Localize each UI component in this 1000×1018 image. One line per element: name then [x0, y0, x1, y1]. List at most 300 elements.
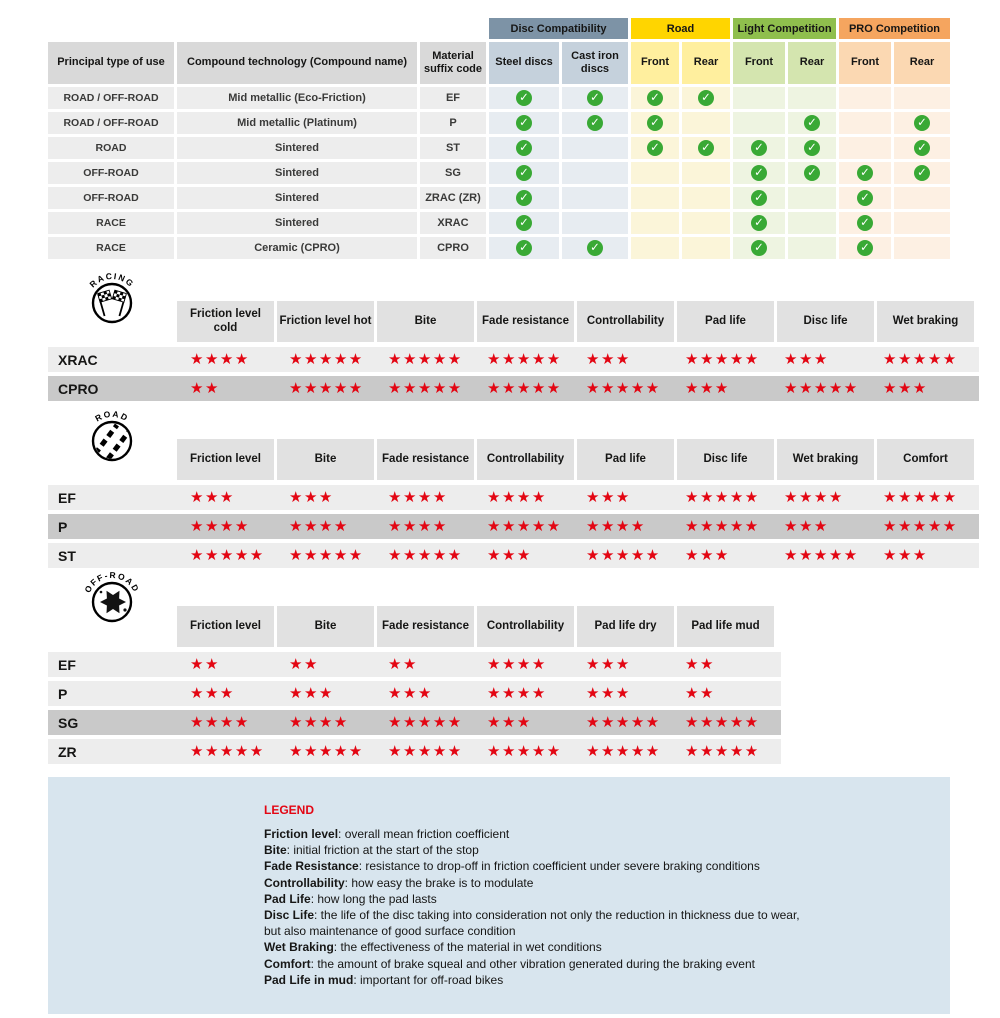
column-header: Rear [894, 42, 950, 84]
compat-row [48, 112, 950, 134]
group-header-1: Road [631, 18, 730, 39]
star-icons: ★★★★★ [190, 546, 265, 564]
star-icons: ★★★★★ [586, 379, 661, 397]
svg-text:OFF-ROAD: OFF-ROAD [82, 569, 142, 595]
principal-use: RACE [48, 237, 174, 259]
star-icons: ★★★★★ [388, 379, 463, 397]
compatibility-cell-yes [788, 137, 836, 159]
star-icons: ★★ [388, 655, 418, 673]
offroad-badge-icon [80, 564, 144, 628]
star-icons: ★★★★ [388, 517, 448, 535]
rating-row [48, 376, 979, 401]
legend-content [264, 803, 920, 988]
star-icons: ★★★★ [487, 655, 547, 673]
compatibility-cell-yes [839, 212, 891, 234]
rating-column-header: Bite [377, 301, 474, 342]
star-rating-3-of-5 [880, 548, 979, 563]
check-icon: ✓ [587, 240, 603, 256]
rating-column-header: Bite [277, 606, 374, 647]
compound-code: P [58, 518, 68, 535]
compatibility-cell-yes [894, 137, 950, 159]
legend-term: Pad Life [264, 891, 311, 906]
legend-entry: Controllability: how easy the brake is to modulate [264, 875, 534, 890]
rating-row [48, 347, 979, 372]
star-icons: ★★ [190, 379, 220, 397]
star-icons: ★★★ [883, 546, 928, 564]
star-rating-3-of-5 [682, 548, 781, 563]
star-icons: ★★★ [487, 713, 532, 731]
star-icons: ★★★★★ [487, 379, 562, 397]
compound-technology: Mid metallic (Eco-Friction) [177, 87, 417, 109]
legend-term: Pad Life in mud [264, 972, 354, 987]
rating-column-header: Pad life dry [577, 606, 674, 647]
rating-row [48, 485, 979, 510]
compatibility-cell-yes [489, 87, 559, 109]
compatibility-cell-empty [788, 87, 836, 109]
star-icons: ★★★★★ [685, 742, 760, 760]
svg-text:RACING: RACING [87, 270, 137, 290]
compatibility-cell-yes [562, 237, 628, 259]
compatibility-table [48, 18, 950, 259]
compatibility-cell-empty [682, 112, 730, 134]
star-icons: ★★ [190, 655, 220, 673]
star-icons: ★★★★★ [487, 742, 562, 760]
star-rating-2-of-5 [385, 657, 484, 672]
star-icons: ★★★★★ [685, 713, 760, 731]
star-icons: ★★★ [190, 684, 235, 702]
compatibility-cell-yes [489, 137, 559, 159]
compatibility-cell-yes [489, 237, 559, 259]
star-rating-4-of-5 [484, 686, 583, 701]
star-rating-4-of-5 [187, 519, 286, 534]
star-rating-3-of-5 [484, 548, 583, 563]
star-rating-5-of-5 [286, 744, 385, 759]
compatibility-cell-yes [733, 137, 785, 159]
star-icons: ★★★ [586, 350, 631, 368]
star-rating-3-of-5 [583, 657, 682, 672]
compat-row [48, 87, 950, 109]
rating-row [48, 543, 979, 568]
legend-term: Controllability [264, 875, 345, 890]
check-icon: ✓ [751, 190, 767, 206]
star-icons: ★★★★★ [487, 517, 562, 535]
compatibility-cell-empty [562, 137, 628, 159]
compat-row [48, 137, 950, 159]
star-rating-5-of-5 [286, 548, 385, 563]
compatibility-cell-yes [839, 162, 891, 184]
star-rating-5-of-5 [880, 352, 979, 367]
star-rating-5-of-5 [583, 715, 682, 730]
star-rating-5-of-5 [781, 548, 880, 563]
star-icons: ★★★★★ [685, 517, 760, 535]
compatibility-cell-empty [788, 237, 836, 259]
star-rating-3-of-5 [187, 686, 286, 701]
check-icon: ✓ [804, 115, 820, 131]
check-icon: ✓ [804, 165, 820, 181]
principal-use: OFF-ROAD [48, 187, 174, 209]
compatibility-cell-empty [894, 187, 950, 209]
check-icon: ✓ [516, 240, 532, 256]
star-rating-3-of-5 [583, 686, 682, 701]
principal-use: ROAD / OFF-ROAD [48, 112, 174, 134]
compatibility-cell-empty [839, 137, 891, 159]
column-header: Rear [788, 42, 836, 84]
star-rating-5-of-5 [484, 744, 583, 759]
star-rating-3-of-5 [781, 352, 880, 367]
principal-use: ROAD / OFF-ROAD [48, 87, 174, 109]
star-rating-4-of-5 [187, 352, 286, 367]
compatibility-cell-empty [631, 187, 679, 209]
star-icons: ★★★★★ [388, 350, 463, 368]
star-icons: ★★★★★ [586, 713, 661, 731]
compatibility-cell-yes [733, 212, 785, 234]
star-rating-5-of-5 [682, 490, 781, 505]
compatibility-cell-empty [562, 212, 628, 234]
star-icons: ★★★★★ [289, 742, 364, 760]
compatibility-cell-empty [631, 212, 679, 234]
star-rating-5-of-5 [385, 548, 484, 563]
compatibility-cell-empty [894, 87, 950, 109]
star-icons: ★★★★★ [487, 350, 562, 368]
compound-code: ZR [58, 743, 77, 760]
star-rating-4-of-5 [286, 715, 385, 730]
compatibility-cell-empty [894, 212, 950, 234]
check-icon: ✓ [857, 240, 873, 256]
material-suffix-code: ZRAC (ZR) [420, 187, 486, 209]
rating-header-row [48, 606, 777, 647]
compatibility-cell-yes [682, 87, 730, 109]
star-icons: ★★★★ [190, 713, 250, 731]
compat-column-header-row [48, 42, 950, 84]
check-icon: ✓ [587, 115, 603, 131]
check-icon: ✓ [516, 165, 532, 181]
star-icons: ★★ [289, 655, 319, 673]
rating-row [48, 514, 979, 539]
star-rating-5-of-5 [385, 715, 484, 730]
check-icon: ✓ [751, 240, 767, 256]
check-icon: ✓ [587, 90, 603, 106]
star-icons: ★★★★★ [685, 350, 760, 368]
star-icons: ★★★★ [487, 684, 547, 702]
check-icon: ✓ [914, 165, 930, 181]
compatibility-cell-yes [631, 137, 679, 159]
group-header-2: Light Competition [733, 18, 836, 39]
material-suffix-code: SG [420, 162, 486, 184]
star-rating-4-of-5 [484, 490, 583, 505]
star-rating-5-of-5 [682, 352, 781, 367]
legend-entry: Fade Resistance: resistance to drop-off in friction coefficient under severe braking conditions [264, 859, 760, 874]
compound-code: ST [58, 547, 76, 564]
compatibility-cell-yes [733, 237, 785, 259]
legend-entry: Wet Braking: the effectiveness of the material in wet conditions [264, 940, 602, 955]
column-header: Front [631, 42, 679, 84]
check-icon: ✓ [647, 115, 663, 131]
star-icons: ★★★ [388, 684, 433, 702]
material-suffix-code: P [420, 112, 486, 134]
star-icons: ★★★★ [190, 517, 250, 535]
legend-entry: Friction level: overall mean friction coefficient [264, 827, 510, 841]
star-rating-2-of-5 [187, 381, 286, 396]
rating-header-row [48, 439, 977, 480]
principal-use: RACE [48, 212, 174, 234]
compatibility-cell-yes [894, 162, 950, 184]
compatibility-cell-empty [562, 187, 628, 209]
column-header: Rear [682, 42, 730, 84]
star-icons: ★★★ [685, 546, 730, 564]
compatibility-cell-yes [894, 112, 950, 134]
rating-column-header: Pad life [577, 439, 674, 480]
star-icons: ★★★★ [289, 713, 349, 731]
check-icon: ✓ [516, 115, 532, 131]
compatibility-cell-empty [733, 87, 785, 109]
rating-header-row [48, 301, 977, 342]
check-icon: ✓ [857, 215, 873, 231]
star-rating-5-of-5 [781, 381, 880, 396]
rating-column-header: Disc life [677, 439, 774, 480]
star-rating-3-of-5 [187, 490, 286, 505]
star-icons: ★★★★ [487, 488, 547, 506]
star-icons: ★★★★ [586, 517, 646, 535]
star-icons: ★★★ [190, 488, 235, 506]
compatibility-cell-empty [839, 112, 891, 134]
star-icons: ★★★ [289, 684, 334, 702]
star-icons: ★★★★ [289, 517, 349, 535]
rating-column-header: Pad life mud [677, 606, 774, 647]
star-icons: ★★★★ [190, 350, 250, 368]
rating-row [48, 652, 781, 677]
star-icons: ★★ [685, 684, 715, 702]
check-icon: ✓ [516, 215, 532, 231]
compatibility-cell-empty [839, 87, 891, 109]
compound-technology: Sintered [177, 137, 417, 159]
star-rating-5-of-5 [484, 352, 583, 367]
rating-column-header: Controllability [477, 439, 574, 480]
star-rating-5-of-5 [880, 490, 979, 505]
rating-column-header: Comfort [877, 439, 974, 480]
check-icon: ✓ [914, 140, 930, 156]
compatibility-cell-empty [631, 162, 679, 184]
compound-code: SG [58, 714, 79, 731]
compound-code: CPRO [58, 380, 99, 397]
svg-text:ROAD: ROAD [93, 408, 131, 424]
material-suffix-code: ST [420, 137, 486, 159]
star-icons: ★★★★★ [388, 713, 463, 731]
check-icon: ✓ [857, 165, 873, 181]
compatibility-cell-yes [489, 162, 559, 184]
compatibility-cell-yes [839, 237, 891, 259]
compatibility-cell-empty [682, 187, 730, 209]
star-rating-5-of-5 [385, 352, 484, 367]
compatibility-cell-empty [682, 237, 730, 259]
check-icon: ✓ [647, 90, 663, 106]
star-rating-2-of-5 [682, 657, 781, 672]
compatibility-cell-yes [562, 87, 628, 109]
check-icon: ✓ [751, 140, 767, 156]
column-header: Steel discs [489, 42, 559, 84]
star-icons: ★★★ [586, 655, 631, 673]
column-header: Front [733, 42, 785, 84]
star-rating-5-of-5 [880, 519, 979, 534]
legend-entry: Bite: initial friction at the start of the stop [264, 843, 479, 858]
star-rating-5-of-5 [187, 744, 286, 759]
star-icons: ★★★ [685, 379, 730, 397]
compat-group-header-row [48, 18, 950, 39]
rating-column-header: Fade resistance [377, 439, 474, 480]
compound-code: EF [58, 489, 76, 506]
star-icons: ★★★★★ [289, 379, 364, 397]
star-rating-5-of-5 [385, 381, 484, 396]
star-icons: ★★★★★ [586, 546, 661, 564]
star-rating-3-of-5 [682, 381, 781, 396]
star-rating-4-of-5 [286, 519, 385, 534]
star-icons: ★★★★ [784, 488, 844, 506]
rating-column-header: Friction level cold [177, 301, 274, 342]
compatibility-cell-yes [733, 162, 785, 184]
compatibility-cell-yes [489, 112, 559, 134]
compat-row [48, 237, 950, 259]
compatibility-cell-yes [489, 187, 559, 209]
rating-column-header: Fade resistance [477, 301, 574, 342]
star-icons: ★★ [685, 655, 715, 673]
star-rating-3-of-5 [286, 490, 385, 505]
star-rating-3-of-5 [484, 715, 583, 730]
star-rating-3-of-5 [880, 381, 979, 396]
compatibility-cell-empty [631, 237, 679, 259]
compound-technology: Ceramic (CPRO) [177, 237, 417, 259]
rating-column-header: Wet braking [777, 439, 874, 480]
check-icon: ✓ [698, 90, 714, 106]
star-icons: ★★★ [487, 546, 532, 564]
star-rating-5-of-5 [682, 715, 781, 730]
star-rating-2-of-5 [682, 686, 781, 701]
star-icons: ★★★★★ [586, 742, 661, 760]
star-icons: ★★★★★ [883, 517, 958, 535]
star-icons: ★★★★★ [784, 546, 859, 564]
check-icon: ✓ [698, 140, 714, 156]
legend-entry: Pad Life: how long the pad lasts [264, 891, 437, 906]
star-icons: ★★★ [586, 684, 631, 702]
star-rating-3-of-5 [583, 352, 682, 367]
check-icon: ✓ [647, 140, 663, 156]
star-rating-5-of-5 [484, 381, 583, 396]
star-rating-3-of-5 [286, 686, 385, 701]
compatibility-cell-yes [682, 137, 730, 159]
rating-column-header: Controllability [477, 606, 574, 647]
star-rating-4-of-5 [385, 490, 484, 505]
principal-use: OFF-ROAD [48, 162, 174, 184]
star-rating-3-of-5 [385, 686, 484, 701]
compatibility-cell-yes [733, 187, 785, 209]
rating-row [48, 681, 781, 706]
legend-term: Disc Life [264, 907, 315, 922]
group-header-spacer [48, 18, 486, 39]
star-icons: ★★★ [784, 517, 829, 535]
group-header-3: PRO Competition [839, 18, 950, 39]
star-rating-5-of-5 [682, 519, 781, 534]
star-rating-5-of-5 [583, 548, 682, 563]
rating-column-header: Pad life [677, 301, 774, 342]
star-icons: ★★★★★ [190, 742, 265, 760]
check-icon: ✓ [804, 140, 820, 156]
rating-column-header: Fade resistance [377, 606, 474, 647]
compatibility-cell-yes [631, 112, 679, 134]
legend-term: Comfort [264, 956, 311, 971]
check-icon: ✓ [516, 140, 532, 156]
check-icon: ✓ [751, 215, 767, 231]
star-icons: ★★★★★ [784, 379, 859, 397]
legend-term: Fade Resistance [264, 859, 359, 874]
compound-technology: Mid metallic (Platinum) [177, 112, 417, 134]
rating-column-header: Controllability [577, 301, 674, 342]
rating-column-header: Disc life [777, 301, 874, 342]
star-icons: ★★★★ [388, 488, 448, 506]
compatibility-cell-yes [788, 112, 836, 134]
rating-row [48, 739, 781, 764]
star-rating-2-of-5 [187, 657, 286, 672]
star-icons: ★★★★★ [289, 350, 364, 368]
star-icons: ★★★★★ [685, 488, 760, 506]
star-rating-5-of-5 [583, 381, 682, 396]
compound-code: EF [58, 656, 76, 673]
material-suffix-code: EF [420, 87, 486, 109]
star-rating-4-of-5 [781, 490, 880, 505]
compatibility-cell-empty [682, 162, 730, 184]
legend-entry: but also maintenance of good surface condition [264, 924, 516, 939]
star-icons: ★★★ [586, 488, 631, 506]
star-rating-4-of-5 [583, 519, 682, 534]
compatibility-cell-empty [894, 237, 950, 259]
legend-term: Bite [264, 843, 287, 858]
rating-column-header: Friction level [177, 439, 274, 480]
rating-row [48, 710, 781, 735]
compatibility-cell-empty [682, 212, 730, 234]
compound-technology: Sintered [177, 162, 417, 184]
compatibility-cell-yes [489, 212, 559, 234]
legend-entry: Disc Life: the life of the disc taking into consideration not only the reduction in thickness due to wear, [264, 907, 800, 922]
star-rating-5-of-5 [484, 519, 583, 534]
star-rating-2-of-5 [286, 657, 385, 672]
star-icons: ★★★★★ [388, 742, 463, 760]
column-header: Front [839, 42, 891, 84]
check-icon: ✓ [516, 190, 532, 206]
column-header: Cast iron discs [562, 42, 628, 84]
star-rating-3-of-5 [583, 490, 682, 505]
star-rating-3-of-5 [781, 519, 880, 534]
star-icons: ★★★★★ [883, 350, 958, 368]
compound-technology: Sintered [177, 212, 417, 234]
group-header-0: Disc Compatibility [489, 18, 628, 39]
compat-row [48, 162, 950, 184]
legend-entry: Pad Life in mud: important for off-road bikes [264, 972, 504, 987]
star-rating-5-of-5 [682, 744, 781, 759]
column-header: Compound technology (Compound name) [177, 42, 417, 84]
rating-section-offroad [48, 569, 950, 764]
compound-code: P [58, 685, 68, 702]
column-header: Material suffix code [420, 42, 486, 84]
star-rating-4-of-5 [187, 715, 286, 730]
check-icon: ✓ [751, 165, 767, 181]
compatibility-cell-yes [631, 87, 679, 109]
rating-column-header: Friction level hot [277, 301, 374, 342]
compound-chart-page [48, 18, 959, 1014]
legend-term: Friction level [264, 827, 339, 841]
check-icon: ✓ [857, 190, 873, 206]
compatibility-cell-empty [562, 162, 628, 184]
star-icons: ★★★ [883, 379, 928, 397]
road-badge-icon [80, 403, 144, 467]
compatibility-cell-empty [788, 187, 836, 209]
compound-technology: Sintered [177, 187, 417, 209]
